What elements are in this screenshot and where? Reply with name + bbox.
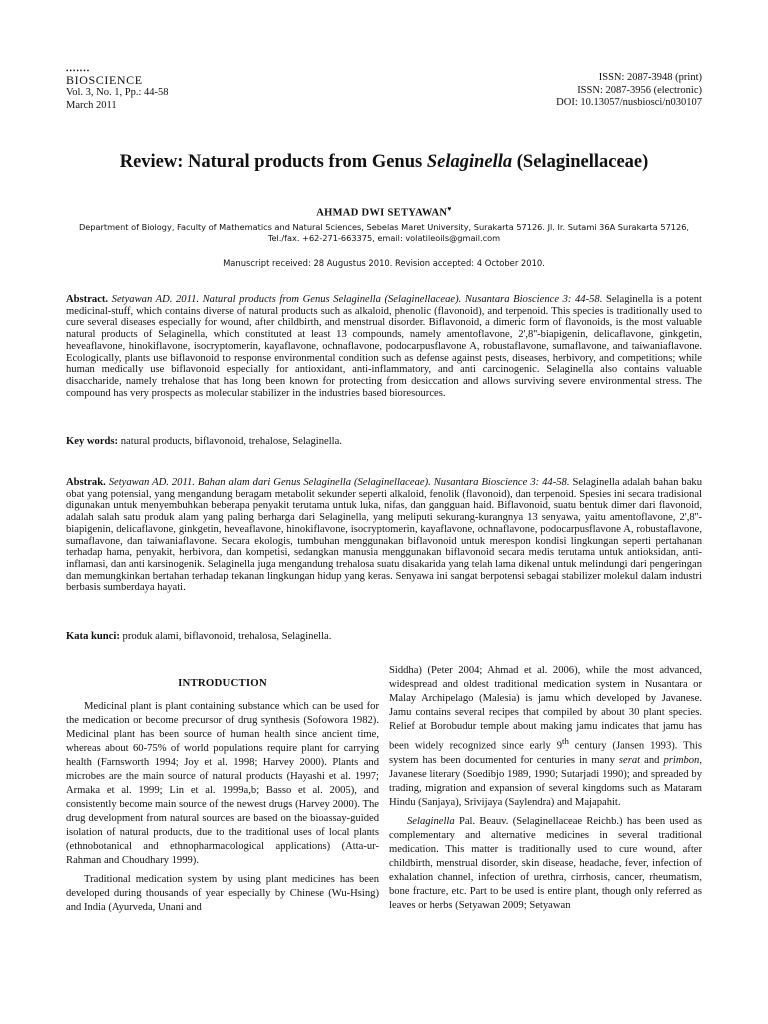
keywords-indonesian	[66, 631, 702, 642]
author-name	[0, 205, 768, 219]
italic-genus: Selaginella	[407, 815, 455, 827]
text-run: Siddha) (Peter 2004; Ahmad et al. 2006), while the most advanced, widespread and oldest traditional medication system in Nusantara or Malay Archipelago (Malesia) is jamu which developed by Javanese. Jamu contains several recipes that compiled by about 30 plant species. Relief at Borobudur temple about making jamu indicates that jamu has been widely recognized since early 9	[389, 665, 702, 752]
journal-volume: Vol. 3, No. 1, Pp.: 44-58	[66, 87, 169, 98]
paragraph: Traditional medication system by using plant medicines has been developed during thousands of year especially by Chinese (Wu-Hsing) and India (Ayurveda, Unani and	[66, 874, 379, 913]
issn-block	[556, 72, 702, 110]
keywords-text: natural products, biflavonoid, trehalose, Selaginella.	[120, 436, 342, 447]
journal-logo-dots: •••••••	[66, 68, 91, 74]
kata-kunci-label: Kata kunci:	[66, 631, 120, 642]
column-left	[66, 670, 379, 920]
italic-term: primbon	[663, 754, 700, 766]
abstract-label: Abstract.	[66, 294, 109, 305]
abstrak-label: Abstrak.	[66, 477, 106, 488]
journal-name: BIOSCIENCE	[66, 73, 143, 87]
italic-term: serat	[618, 754, 641, 766]
text-run: Pal. Beauv. (Selaginellaceae Reichb.) has been used as complementary and alternative medicines in several traditional medication. This matter is traditionally used to cure wound, after childbirth, menstrual disorder, skin disease, headache, fever, infection of exhalation channel, infection of urethra, cirrhosis, cancer, rheumatism, bone fracture, etc. Part to be used is entire plant, though only referred as leaves or herbs (Setyawan 2009; Setyawan	[389, 815, 702, 911]
title-part: (Selaginellaceae)	[512, 152, 649, 172]
title-genus: Selaginella	[426, 152, 513, 172]
abstract-citation: Setyawan AD. 2011. Natural products from Genus Selaginella (Selaginellaceae). Nusantara Bioscience 3: 44-58.	[111, 294, 603, 305]
text-run: , Javanese literary (Soedibjo 1989, 1990; Sutarjadi 1990); and spreaded by trading, migration and expansion of several kingdoms such as Mataram Hindu (Sanjaya), Srivijaya (Saylendra) and Majapahit.	[389, 754, 703, 808]
abstract-body: Selaginella is a potent medicinal-stuff, which contains diverse of natural products such as alkaloid, phenolic (flavonoid), and terpenoid. This species is traditionally used to cure several diseases especially for wound, after childbirth, and menstrual disorder. Biflavonoid, a dimeric form of flavonoids, is the most valuable natural products of Selaginella, which constituted at least 13 compounds, namely amentoflavone, 2',8''-biapigenin, delicaflavone, ginkgetin, heveaflavone, hinokiflavone, isocryptomerin, kayaflavone, ochnaflavone, podocarpusflavone A, robustaflavone, sumaflavone, and taiwaniaflavone. Ecologically, plants use biflavonoid to response environmental condition such as defense against pests, diseases, herbivory, and competitions; while human medically use biflavonoid especially for antioxidant, anti-inflammatory, and anti carcinogenic. Selaginella also contains valuable disaccharide, namely trehalose that has long been known for protecting from desiccation and allows surviving severe environmental stress. The compound has very prospects as molecular stabilizer in the industries based bioresources.	[66, 294, 702, 399]
correspondence-mark: ♥	[447, 205, 452, 213]
doi-link[interactable]: DOI: 10.13057/nusbiosci/n030107	[556, 97, 702, 108]
author-text: AHMAD DWI SETYAWAN	[316, 207, 448, 219]
keywords-english	[66, 436, 702, 447]
title-part: Review: Natural products from Genus	[119, 152, 427, 172]
column-right	[389, 664, 702, 918]
contact-line: Tel./fax. +62-271-663375, email: volatileoils@gmail.com	[267, 233, 501, 243]
affiliation-line: Department of Biology, Faculty of Mathematics and Natural Sciences, Sebelas Maret University, Surakarta 57126. Jl. Ir. Sutami 36A Surakarta 57126,	[78, 222, 690, 232]
text-run: century (Jansen 1993). This system has been documented for centuries in many	[389, 740, 702, 766]
paragraph	[389, 664, 702, 810]
abstrak-citation: Setyawan AD. 2011. Bahan alam dari Genus Selaginella (Selaginellaceae). Nusantara Bioscience 3: 44-58.	[108, 477, 570, 488]
manuscript-dates: Manuscript received: 28 Augustus 2010. Revision accepted: 4 October 2010.	[223, 258, 545, 268]
issn-electronic: ISSN: 2087-3956 (electronic)	[577, 84, 702, 96]
journal-date: March 2011	[66, 99, 117, 111]
keywords-label: Key words:	[66, 436, 119, 447]
text-run: and	[640, 754, 664, 766]
paragraph: Medicinal plant is plant containing substance which can be used for the medication or become precursor of drug synthesis (Sofowora 1982). Medicinal plant has been source of human health since ancient time, whereas about 60-75% of world populations require plant for carrying health (Farnsworth 1994; Joy et al. 1998; Harvey 2000). Plants and microbes are the main source of natural products (Hayashi et al. 1997; Armaka et al. 1999; Lin et al. 1999a,b; Basso et al. 2005), and consistently become main source of the newest drugs (Harvey 2000). The drug development from natural sources are based on the bioassay-guided isolation of natural products, due to the traditional uses of local plants (ethnobotanical and ethnopharmacological applications) (Atta-ur-Rahman and Choudhary 1999).	[66, 701, 379, 866]
paragraph	[389, 815, 702, 913]
abstract-indonesian	[66, 477, 702, 594]
issn-print: ISSN: 2087-3948 (print)	[598, 72, 702, 83]
abstrak-body: Selaginella adalah bahan baku obat yang potensial, yang mengandung beragam metabolit sekunder seperti alkaloid, fenolik (flavonoid), dan terpenoid. Spesies ini secara tradisional digunakan untuk menyembuhkan beberapa penyakit terutama untuk luka, nifas, dan gangguan haid. Biflavonoid, suatu bentuk dimer dari flavonoid, adalah salah satu produk alam yang paling berharga dari Selaginella, yang meliputi sekurang-kurangnya 13 senyawa, yaitu amentoflavone, 2',8''-biapigenin, delicaflavone, ginkgetin, heveaflavone, hinokiflavone, isocryptomerin, kayaflavone, ochnaflavone, podocarpusflavone A, robustaflavone, sumaflavone, dan taiwaniaflavone. Secara ekologis, tumbuhan menggunakan biflavonoid untuk merespon kondisi lingkungan seperti pertahanan terhadap hama, penyakit, herbivora, dan kompetisi, sedangkan manusia menggunakan biflavonoid secara medis terutama untuk antioksidan, anti-inflamasi, dan anti karsinogenik. Selaginella juga mengandung trehalosa suatu disakarida yang telah lama dikenal untuk melindungi dari pengeringan dan memungkinkan bertahan terhadap tekanan lingkungan hidup yang keras. Senyawa ini sangat berpotensi sebagai stabilizer molekul dalam industri berbasis sumberdaya hayati.	[66, 477, 702, 594]
paper-title	[0, 152, 768, 173]
section-heading-introduction: INTRODUCTION	[178, 677, 267, 689]
superscript: th	[562, 736, 569, 746]
kata-kunci-text: produk alami, biflavonoid, trehalosa, Selaginella.	[122, 631, 332, 642]
affiliation	[66, 222, 702, 244]
journal-header	[66, 68, 168, 112]
abstract-english	[66, 294, 702, 399]
